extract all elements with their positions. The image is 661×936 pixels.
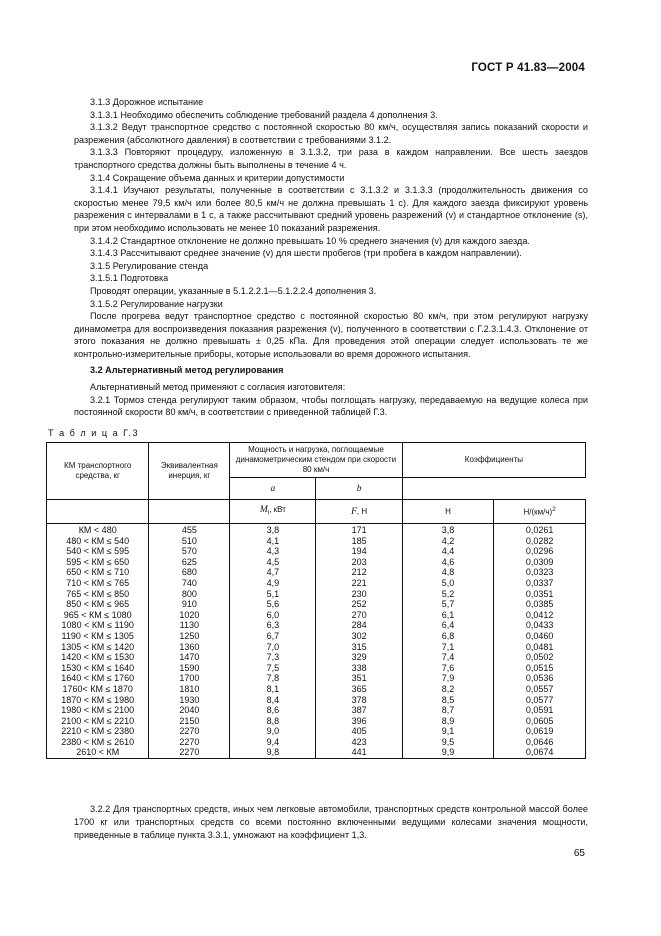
power-subscript: i [267,509,270,517]
table-cell: 0,0605 [494,716,586,727]
table-cell: 302 [316,631,402,642]
table-row [47,747,586,758]
page-number: 65 [573,848,585,859]
table-cell: 0,0309 [494,557,586,568]
table-cell: 4,7 [230,567,316,578]
table-title: Т а б л и ц а Г.3 [48,428,140,438]
table-row [47,599,586,610]
table-cell: 0,0351 [494,589,586,600]
table-cell: 0,0296 [494,546,586,557]
table-cell: 1810 [149,684,230,695]
paragraph: 3.1.4 Сокращение объема данных и критерии допустимости [90,172,345,183]
table-cell: 338 [316,663,402,674]
table-cell: 0,0385 [494,599,586,610]
table-row [47,663,586,674]
header-coef-group: Коэффициенты [402,443,585,478]
table-row [47,589,586,600]
table-cell: 4,4 [402,546,494,557]
table-row [47,716,586,727]
table-cell: 1360 [149,642,230,653]
table-cell: 6,7 [230,631,316,642]
table-cell: 7,6 [402,663,494,674]
table-cell: 680 [149,567,230,578]
body-text [74,96,588,419]
paragraph: 3.2.2 Для транспортных средств, иных чем легковые автомобили, транспортных средств контрольной массой более 1700 кг или транспортных средств со всеми постоянно включенными ведущими колесами значения мощности, приведенные в таблице пункта 3.3.1, умножают на коэффициент 1,3. [74,804,588,841]
table-row [47,652,586,663]
table-cell: 6,4 [402,620,494,631]
a-symbol: a [270,483,276,494]
paragraph: 3.1.5 Регулирование стенда [90,260,209,271]
paragraph: 3.1.4.3 Рассчитывают среднее значение (v) для шести пробегов (три пробега в каждом направлении). [90,248,522,259]
table-row [47,726,586,737]
table-cell: 230 [316,589,402,600]
power-symbol: M [259,504,268,515]
paragraph: 3.1.5.1 Подготовка [90,273,169,284]
section-heading: 3.2 Альтернативный метод регулирования [90,365,284,376]
table-cell: 2040 [149,705,230,716]
table-cell: 4,2 [402,536,494,547]
table-cell: 0,0577 [494,695,586,706]
table-cell: 6,3 [230,620,316,631]
table-cell: 765 < КМ ≤ 850 [47,589,149,600]
table-cell: 7,4 [402,652,494,663]
table-cell: 7,8 [230,673,316,684]
footer-text [74,803,588,843]
table-row [47,642,586,653]
table-cell: 5,7 [402,599,494,610]
table-cell: 0,0460 [494,631,586,642]
table-cell: 315 [316,642,402,653]
b-unit-exponent: 2 [552,506,556,514]
table-cell: 4,9 [230,578,316,589]
coefficients-table [46,442,586,759]
table-cell: 1640 < КМ ≤ 1760 [47,673,149,684]
table-cell: 423 [316,737,402,748]
table-cell: 284 [316,620,402,631]
force-unit: , Н [356,506,368,516]
force-symbol: F [351,506,357,517]
table-cell: 387 [316,705,402,716]
table-cell: 0,0591 [494,705,586,716]
table-cell: 2270 [149,737,230,748]
table-cell: 7,9 [402,673,494,684]
table-cell: 396 [316,716,402,727]
table-cell: 7,0 [230,642,316,653]
table-cell: 0,0515 [494,663,586,674]
table-cell: 9,8 [230,747,316,758]
table-row [47,631,586,642]
table-cell: 8,2 [402,684,494,695]
table-cell: 0,0261 [494,524,586,536]
header-power [230,500,316,524]
header-a-unit: Н [402,500,494,524]
table-cell: 4,8 [402,567,494,578]
table-cell: 6,0 [230,610,316,621]
table-cell: 351 [316,673,402,684]
table-cell: 4,3 [230,546,316,557]
table-cell: 540 < КМ ≤ 595 [47,546,149,557]
table-cell: 570 [149,546,230,557]
header-force [316,500,402,524]
table-cell: 9,1 [402,726,494,737]
table-row [47,737,586,748]
paragraph: 3.2.1 Тормоз стенда регулируют таким образом, чтобы поглощать нагрузку, передаваемую на ведущие колеса при постоянной скорости 80 км/ч, в соответствии с приведенной таблицей Г.3. [74,394,588,418]
table-cell: 378 [316,695,402,706]
table-cell: 965 < КМ ≤ 1080 [47,610,149,621]
table-row [47,673,586,684]
table-cell: 455 [149,524,230,536]
table-cell: 203 [316,557,402,568]
table-cell: 510 [149,536,230,547]
table-cell: 8,6 [230,705,316,716]
power-unit: , кВт [269,504,286,514]
table-cell: 0,0337 [494,578,586,589]
table-cell: 1130 [149,620,230,631]
header-power-group: Мощность и нагрузка, поглощаемые динамометрическим стендом при скорости 80 км/ч [230,443,402,478]
header-a [230,478,316,500]
table-cell: 2150 [149,716,230,727]
paragraph: 3.1.5.2 Регулирование нагрузки [90,298,223,309]
table-cell: 1930 [149,695,230,706]
table-cell: 9,4 [230,737,316,748]
table-cell: 650 < КМ ≤ 710 [47,567,149,578]
table-cell: 1190 < КМ ≤ 1305 [47,631,149,642]
paragraph: 3.1.4.1 Изучают результаты, полученные в соответствии с 3.1.3.2 и 3.1.3.3 (продолжительность движения со скоростью менее 79,5 км/ч или более 80,5 км/ч не должна превышать 1 с). Для каждого заезда фиксируют уровень разрежения с интервалами в 1 с, а также рассчитывают средний уровень разрежений (v) и стандартное отклонение (s), при этом необходимо использовать не менее 10 показаний разрежения. [74,185,588,233]
table-cell: 212 [316,567,402,578]
table-cell: 910 [149,599,230,610]
header-mass: КМ транспортного средства, кг [47,443,149,500]
table-row [47,695,586,706]
table-cell: 625 [149,557,230,568]
table-cell: 2610 < КМ [47,747,149,758]
table-cell: 405 [316,726,402,737]
table-cell: 710 < КМ ≤ 765 [47,578,149,589]
table-cell: 194 [316,546,402,557]
table-cell: 5,0 [402,578,494,589]
table-cell: 8,4 [230,695,316,706]
table-cell: 1760< КМ ≤ 1870 [47,684,149,695]
table-cell: 740 [149,578,230,589]
table-cell: 1420 < КМ ≤ 1530 [47,652,149,663]
table-cell: 0,0323 [494,567,586,578]
table-cell: 4,1 [230,536,316,547]
table-cell: 441 [316,747,402,758]
table-cell: 1020 [149,610,230,621]
table-cell: 2100 < КМ ≤ 2210 [47,716,149,727]
table-cell: 5,6 [230,599,316,610]
table-cell: 1530 < КМ ≤ 1640 [47,663,149,674]
header-inertia-blank [149,500,230,524]
table-cell: 3,8 [230,524,316,536]
table-cell: 2210 < КМ ≤ 2380 [47,726,149,737]
table-cell: 7,3 [230,652,316,663]
table-cell: 800 [149,589,230,600]
table-cell: 1700 [149,673,230,684]
b-symbol: b [356,483,362,494]
table-row [47,524,586,536]
table-cell: 2270 [149,726,230,737]
paragraph: 3.1.3.1 Необходимо обеспечить соблюдение требований раздела 4 дополнения 3. [90,109,438,120]
table-cell: 595 < КМ ≤ 650 [47,557,149,568]
header-b [316,478,402,500]
table-row [47,578,586,589]
table-cell: 5,1 [230,589,316,600]
table-cell: 329 [316,652,402,663]
table-row [47,567,586,578]
paragraph: 3.1.3.2 Ведут транспортное средство с постоянной скоростью 80 км/ч, осуществляя запись показаний скорости и разрежения (абсолютного давления) в соответствии с требованиями 3.1.2. [74,122,588,145]
table-cell: 6,1 [402,610,494,621]
table-cell: 0,0433 [494,620,586,631]
paragraph: 3.1.3 Дорожное испытание [90,97,204,107]
table-cell: 7,5 [230,663,316,674]
table-cell: 171 [316,524,402,536]
table-cell: 480 < КМ ≤ 540 [47,536,149,547]
table-cell: 252 [316,599,402,610]
table-cell: 0,0536 [494,673,586,684]
table-cell: 0,0481 [494,642,586,653]
table-cell: 1250 [149,631,230,642]
table-cell: 270 [316,610,402,621]
table-cell: 2270 [149,747,230,758]
table-cell: 9,0 [230,726,316,737]
table-cell: 1305 < КМ ≤ 1420 [47,642,149,653]
table-cell: 0,0502 [494,652,586,663]
table-cell: 850 < КМ ≤ 965 [47,599,149,610]
table-cell: 221 [316,578,402,589]
table-cell: 9,9 [402,747,494,758]
table-cell: 4,5 [230,557,316,568]
table-cell: 7,1 [402,642,494,653]
paragraph: 3.1.4.2 Стандартное отклонение не должно превышать 10 % среднего значения (v) для каждого заезда. [90,235,530,246]
table-cell: 8,5 [402,695,494,706]
b-unit: Н/(км/ч) [523,507,553,517]
table-cell: 6,8 [402,631,494,642]
table-cell: 1080 < КМ ≤ 1190 [47,620,149,631]
table-cell: 1980 < КМ ≤ 2100 [47,705,149,716]
table-cell: 8,1 [230,684,316,695]
table-cell: 0,0619 [494,726,586,737]
table-cell: 0,0674 [494,747,586,758]
table-row [47,684,586,695]
table-cell: 0,0412 [494,610,586,621]
paragraph: Альтернативный метод применяют с согласия изготовителя: [90,382,346,393]
paragraph: Проводят операции, указанные в 5.1.2.2.1—5.1.2.2.4 дополнения 3. [90,285,377,296]
table-body [47,524,586,759]
table-cell: 2380 < КМ ≤ 2610 [47,737,149,748]
table-row [47,536,586,547]
table-row [47,557,586,568]
paragraph: 3.1.3.3 Повторяют процедуру, изложенную в 3.1.3.2, три раза в каждом направлении. Все шесть заездов транспортного средства должны быть выполнены в течение 4 ч. [74,147,588,170]
table-row [47,546,586,557]
table-row [47,620,586,631]
paragraph: После прогрева ведут транспортное средство с постоянной скоростью 80 км/ч, при этом регулируют нагрузку динамометра для воспроизведения показания разрежения (v), полученного в соответствии с Г.2.3.1.4.3. Отклонение от этого показания не должно превышать ± 0,25 кПа. Для проведения этой операции следует использовать те же контрольно-измерительные приборы, которые использовали во время дорожного испытания. [74,311,588,359]
document-header: ГОСТ Р 41.83—2004 [471,62,585,74]
table-cell: 5,2 [402,589,494,600]
table-cell: 8,9 [402,716,494,727]
table-cell: 4,6 [402,557,494,568]
table-cell: 0,0646 [494,737,586,748]
table-cell: 1870 < КМ ≤ 1980 [47,695,149,706]
table-cell: 1590 [149,663,230,674]
table-cell: 365 [316,684,402,695]
table-row [47,705,586,716]
table-cell: 8,8 [230,716,316,727]
table-cell: 0,0557 [494,684,586,695]
table-cell: КМ < 480 [47,524,149,536]
table-cell: 9,5 [402,737,494,748]
table-cell: 185 [316,536,402,547]
table-cell: 3,8 [402,524,494,536]
table-row [47,610,586,621]
table-cell: 8,7 [402,705,494,716]
table-cell: 1470 [149,652,230,663]
header-inertia: Эквивалентная инерция, кг [149,443,230,500]
table-cell: 0,0282 [494,536,586,547]
header-mass-blank [47,500,149,524]
header-b-unit [494,500,586,524]
